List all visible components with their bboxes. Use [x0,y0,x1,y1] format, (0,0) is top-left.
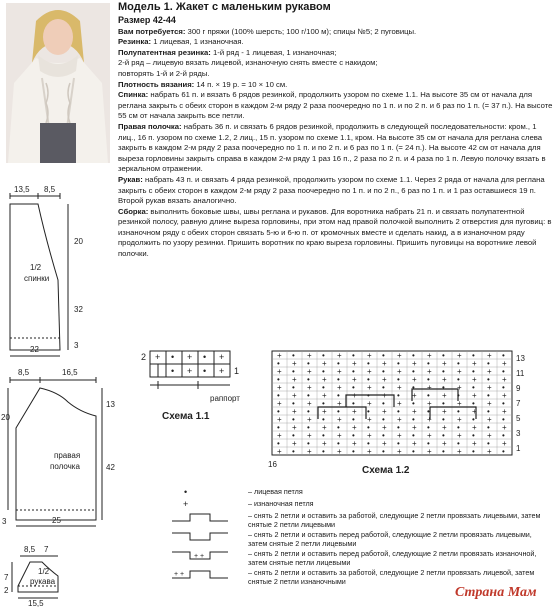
svg-text:+: + [352,359,357,368]
svg-text:•: • [457,359,460,368]
svg-text:•: • [442,415,445,424]
svg-text:•: • [442,367,445,376]
svg-text:+: + [487,415,492,424]
svg-text:•: • [427,359,430,368]
svg-text:•: • [502,447,505,456]
back-label-2: спинки [24,274,50,283]
legend-item: • – лицевая петля [170,487,550,498]
svg-text:+: + [292,423,297,432]
svg-text:•: • [292,351,295,360]
schema12-row-13: 13 [516,354,525,363]
legend-item: + + – снять 2 петли и оставить перед работой, следующие 2 петли провязать изнаночной, затем снятые петли лицевыми [170,549,550,567]
svg-text:•: • [337,359,340,368]
front-instructions: Правая полочка: набрать 36 п. и связать 6 рядов резинкой, продолжить в следующей последовательности: кром., 1 лиц., 16 п. узором по схеме 1.2, 2 лиц., 15 п. узором по схеме 1.1, кром. На высоте 35 см от начала для реглана слева закрыть в каждом 2-м ряду 2 раза поочередно по 1 п. и по 2 п. и 6 раз по 1 п. (= 24 п.). На высоте 42 см от начала для выреза горловины закрыть справа в каждом 2-м ряду 1 раз 16 п., 2 раза по 2 п. и 4 раза по 1 п. Левую полочку вязать в зеркальном отражении. [118,121,546,174]
svg-text:•: • [322,367,325,376]
svg-text:•: • [427,439,430,448]
svg-text:+: + [322,439,327,448]
page-title: Модель 1. Жакет с маленьким рукавом [118,1,331,13]
svg-text:+: + [427,383,432,392]
svg-text:+: + [367,447,372,456]
svg-text:+: + [382,391,387,400]
svg-text:+: + [487,431,492,440]
svg-text:•: • [487,423,490,432]
schema12-row-3: 3 [516,429,521,438]
svg-text:•: • [277,439,280,448]
svg-text:+: + [457,383,462,392]
svg-text:•: • [292,447,295,456]
back-top-left-dim: 13,5 [14,185,30,194]
svg-text:•: • [307,375,310,384]
svg-text:+: + [219,366,225,376]
svg-text:•: • [382,431,385,440]
rib-stitch: Резинка: 1 лицевая, 1 изнаночная. [118,37,244,47]
svg-text:•: • [307,391,310,400]
svg-text:•: • [277,391,280,400]
svg-text:+: + [292,407,297,416]
svg-text:+: + [337,351,342,360]
svg-text:+: + [412,423,417,432]
svg-text:+: + [307,351,312,360]
svg-text:•: • [277,407,280,416]
front-height-bottom: 3 [2,517,7,526]
svg-text:+: + [487,399,492,408]
svg-text:•: • [472,415,475,424]
svg-text:•: • [397,407,400,416]
back-top-right-dim: 8,5 [44,185,56,194]
schema12-row-5: 5 [516,414,521,423]
svg-text:•: • [472,399,475,408]
svg-text:•: • [367,407,370,416]
svg-text:+: + [487,383,492,392]
svg-text:+: + [352,375,357,384]
svg-text:+: + [352,423,357,432]
svg-text:+: + [427,447,432,456]
front-label-2: полочка [50,462,80,471]
svg-text:+: + [155,352,161,362]
svg-text:+: + [457,415,462,424]
front-height-left: 20 [1,413,10,422]
svg-text:+: + [322,375,327,384]
svg-text:+: + [382,375,387,384]
svg-text:+: + [457,447,462,456]
svg-text:+: + [412,407,417,416]
svg-text:+: + [337,447,342,456]
svg-text:+: + [307,431,312,440]
svg-text:+: + [442,439,447,448]
svg-text:+ +: + + [174,571,185,578]
svg-text:•: • [502,415,505,424]
svg-text:•: • [397,359,400,368]
svg-text:•: • [322,447,325,456]
svg-text:+: + [457,367,462,376]
legend-symbol-cable-back-purl [170,568,248,582]
svg-text:+: + [397,351,402,360]
legend [170,487,550,587]
svg-text:+: + [352,439,357,448]
svg-text:+: + [412,375,417,384]
svg-text:•: • [337,439,340,448]
svg-text:•: • [322,431,325,440]
svg-text:•: • [442,431,445,440]
svg-text:•: • [457,423,460,432]
gauge: Плотность вязания: 14 п. × 19 р. = 10 × 10 см. [118,79,288,89]
svg-text:+: + [367,399,372,408]
assembly-instructions: Сборка: выполнить боковые швы, швы реглана и рукавов. Для воротника набрать 21 п. и связать полупатентной резинкой полосу, равную длине выреза горловины, при этом над правой полочкой выполнить 2 отверстия для пуговиц: в изнаночном ряду с обеих сторон связать 5-ю и 6-ю п. от кромочных вместе и сделать накид, а в изнаночном ряду продолжить по узору резинки. Пришить воротник по краю выреза горловины. Пришить пуговицы на воротнике левой полочки. [118,206,552,259]
svg-text:•: • [472,447,475,456]
svg-text:•: • [322,351,325,360]
svg-text:•: • [292,367,295,376]
sleeve-top-right-dim: 7 [44,545,49,554]
front-height-right: 42 [106,463,115,472]
svg-text:+: + [307,415,312,424]
front-height-right-top: 13 [106,400,115,409]
legend-item: – снять 2 петли и оставить за работой, следующие 2 петли провязать лицевыми, затем снятые 2 петли лицевыми [170,511,550,529]
svg-text:+: + [412,391,417,400]
svg-text:+: + [382,439,387,448]
svg-text:•: • [397,391,400,400]
half-rib-repeat: повторять 1-й и 2-й ряды. [118,68,210,78]
svg-text:•: • [427,407,430,416]
svg-text:+: + [397,431,402,440]
svg-text:•: • [427,391,430,400]
svg-text:+: + [292,375,297,384]
legend-item: – снять 2 петли и оставить перед работой, следующие 2 петли провязать лицевыми, затем снятые 2 петли лицевыми [170,530,550,548]
svg-text:•: • [427,375,430,384]
svg-text:•: • [382,367,385,376]
front-top-left-dim: 8,5 [18,368,30,377]
svg-text:•: • [307,407,310,416]
svg-text:•: • [382,383,385,392]
svg-text:+: + [307,383,312,392]
svg-text:+: + [442,391,447,400]
svg-text:•: • [382,399,385,408]
half-rib-stitch: Полупатентная резинка: 1-й ряд - 1 лицевая, 1 изнаночная; [118,47,337,57]
svg-text:•: • [472,351,475,360]
svg-text:+: + [397,383,402,392]
svg-text:•: • [442,351,445,360]
svg-text:+: + [397,399,402,408]
legend-symbol-knit [170,487,248,498]
model-photo-illustration [6,3,110,163]
svg-text:•: • [457,439,460,448]
svg-text:+: + [382,407,387,416]
half-rib-row2: 2-й ряд – лицевую вязать лицевой, изнаночную снять вместе с накидом; [118,58,378,68]
svg-text:•: • [292,383,295,392]
svg-text:+: + [322,359,327,368]
svg-text:+: + [472,439,477,448]
svg-text:•: • [442,383,445,392]
svg-text:+: + [502,439,507,448]
svg-text:+: + [487,367,492,376]
instructions-text [118,1,554,260]
back-pattern [10,185,83,356]
front-width: 25 [52,516,61,525]
svg-text:•: • [427,423,430,432]
svg-text:+: + [219,352,225,362]
schema12-left-number: 16 [268,460,277,469]
schema12-title: Схема 1.2 [362,465,410,476]
svg-text:•: • [203,366,207,376]
svg-text:•: • [337,423,340,432]
svg-text:•: • [487,407,490,416]
legend-symbol-cable-front-purl [170,549,248,563]
materials: Вам потребуется: 300 г пряжи (100% шерсть; 100 г/100 м); спицы №5; 2 пуговицы. [118,26,417,36]
svg-text:+: + [457,431,462,440]
svg-text:•: • [307,423,310,432]
svg-text:+: + [292,439,297,448]
svg-text:•: • [292,431,295,440]
svg-text:+: + [183,499,189,508]
svg-text:•: • [382,415,385,424]
svg-text:•: • [367,375,370,384]
svg-text:•: • [502,399,505,408]
schema11-row-1: 1 [234,366,240,376]
svg-text:+: + [412,439,417,448]
legend-item: + + – снять 2 петли и оставить за работой, следующие 2 петли провязать лицевой, затем снятые 2 петли изнаночными [170,568,550,586]
svg-text:•: • [322,399,325,408]
svg-text:+: + [502,391,507,400]
svg-text:+: + [502,423,507,432]
svg-text:•: • [412,415,415,424]
svg-text:+: + [442,375,447,384]
back-width: 22 [30,345,39,354]
svg-text:•: • [382,447,385,456]
svg-text:+: + [367,415,372,424]
svg-text:•: • [457,375,460,384]
svg-text:•: • [502,351,505,360]
svg-text:+: + [442,423,447,432]
sleeve-label-2: рукава [30,577,56,586]
svg-text:+: + [322,391,327,400]
svg-text:+: + [412,359,417,368]
svg-text:+: + [442,359,447,368]
sleeve-height-left: 7 [4,573,9,582]
svg-text:•: • [307,439,310,448]
svg-text:•: • [292,399,295,408]
svg-text:+: + [277,367,282,376]
svg-text:•: • [307,359,310,368]
svg-text:+: + [292,391,297,400]
front-pattern [1,368,115,526]
svg-text:+: + [307,367,312,376]
svg-text:•: • [502,383,505,392]
svg-text:+: + [427,415,432,424]
svg-text:+: + [472,423,477,432]
svg-text:+: + [277,383,282,392]
svg-text:+: + [397,415,402,424]
svg-text:•: • [203,352,207,362]
schema12-row-1: 1 [516,444,521,453]
svg-text:•: • [277,423,280,432]
svg-text:•: • [442,399,445,408]
schema12-row-7: 7 [516,399,521,408]
svg-text:+: + [367,383,372,392]
schema11-title: Схема 1.1 [162,411,210,422]
svg-text:•: • [277,375,280,384]
back-instructions: Спинка: набрать 61 п. и вязать 6 рядов резинкой, продолжить узором по схеме 1.1. На высоте 35 см от начала для реглана закрыть с обеих сторон в каждом 2-м ряду 2 раза поочередно по 1 п. и по 2 п. и 6 раз по 1 п. (= 37 п.). На высоте 55 см от начала закрыть все петли. [118,90,553,121]
svg-text:+: + [337,399,342,408]
svg-text:+: + [502,375,507,384]
svg-text:•: • [171,352,175,362]
svg-text:•: • [367,391,370,400]
svg-text:+: + [367,351,372,360]
svg-text:•: • [367,359,370,368]
svg-text:+: + [427,351,432,360]
svg-text:•: • [382,351,385,360]
svg-text:+: + [382,423,387,432]
svg-text:•: • [412,431,415,440]
svg-text:•: • [412,367,415,376]
svg-text:+: + [307,447,312,456]
svg-text:+: + [352,391,357,400]
svg-text:•: • [337,391,340,400]
svg-text:•: • [412,399,415,408]
schema11-row-2: 2 [141,352,147,362]
svg-text:+: + [367,367,372,376]
schema11-rapport: раппорт [210,394,240,403]
svg-text:+ +: + + [194,553,205,560]
svg-text:•: • [337,407,340,416]
svg-text:+: + [472,359,477,368]
svg-text:•: • [502,431,505,440]
svg-text:+: + [442,407,447,416]
back-height-top: 20 [74,237,83,246]
back-height-bottom: 3 [74,341,79,350]
svg-text:+: + [457,351,462,360]
sleeve-instructions: Рукав: набрать 43 п. и связать 4 ряда резинкой, продолжить узором по схеме 1.1. Через 2 ряда от начала для реглана закрыть с обеих сторон в каждом 2-м ряду 2 раза поочередно по 1 п. и по 2 п., 6 раз по 1 п. и 1 раз оставшиеся 19 п. Второй рукав вязать аналогично. [118,174,545,206]
svg-text:•: • [487,439,490,448]
schema12-row-11: 11 [516,369,525,378]
svg-text:+: + [472,375,477,384]
svg-text:•: • [502,367,505,376]
svg-text:•: • [352,367,355,376]
sleeve-width: 15,5 [28,599,44,608]
svg-text:•: • [352,351,355,360]
svg-text:•: • [397,423,400,432]
legend-symbol-purl [170,499,248,510]
svg-text:•: • [352,383,355,392]
watermark: Страна Мам [455,585,537,600]
svg-text:+: + [337,431,342,440]
svg-text:•: • [487,375,490,384]
svg-text:•: • [322,383,325,392]
svg-text:+: + [457,399,462,408]
svg-text:+: + [397,367,402,376]
back-label-1: 1/2 [30,263,42,272]
svg-text:•: • [487,359,490,368]
svg-text:+: + [487,447,492,456]
svg-text:+: + [367,431,372,440]
svg-text:+: + [472,391,477,400]
svg-text:•: • [472,383,475,392]
svg-text:+: + [427,367,432,376]
svg-text:•: • [352,399,355,408]
svg-text:•: • [171,366,175,376]
svg-text:•: • [472,431,475,440]
sleeve-height-bottom: 2 [4,586,9,595]
svg-text:•: • [367,423,370,432]
legend-symbol-cable-front [170,530,248,544]
svg-text:+: + [502,359,507,368]
back-height-mid: 32 [74,305,83,314]
svg-text:+: + [337,415,342,424]
svg-text:•: • [292,415,295,424]
legend-item: + – изнаночная петля [170,499,550,510]
svg-text:+: + [382,359,387,368]
svg-text:+: + [472,407,477,416]
svg-text:+: + [397,447,402,456]
svg-text:+: + [352,407,357,416]
svg-text:+: + [277,415,282,424]
sleeve-pattern [4,545,58,608]
sleeve-label-1: 1/2 [38,567,50,576]
svg-text:+: + [487,351,492,360]
svg-text:+: + [292,359,297,368]
svg-text:+: + [307,399,312,408]
svg-text:+: + [187,366,193,376]
svg-text:+: + [337,383,342,392]
svg-text:•: • [442,447,445,456]
svg-text:•: • [352,447,355,456]
svg-text:+: + [277,447,282,456]
svg-text:•: • [487,391,490,400]
svg-text:•: • [412,447,415,456]
svg-text:+: + [277,399,282,408]
svg-text:•: • [457,407,460,416]
svg-text:•: • [322,415,325,424]
svg-text:+: + [187,352,193,362]
svg-text:•: • [352,431,355,440]
svg-text:+: + [337,367,342,376]
svg-text:•: • [472,367,475,376]
front-top-right-dim: 16,5 [62,368,78,377]
svg-text:+: + [427,431,432,440]
schema-1-2 [262,345,552,480]
svg-text:+: + [322,407,327,416]
model-photo [6,3,110,163]
front-label-1: правая [54,451,81,460]
svg-text:+: + [427,399,432,408]
svg-text:+: + [502,407,507,416]
svg-text:+: + [277,431,282,440]
sleeve-top-left-dim: 8,5 [24,545,36,554]
svg-text:•: • [397,439,400,448]
svg-text:•: • [367,439,370,448]
legend-symbol-cable-back [170,511,248,525]
schema-1-1 [138,345,248,425]
svg-text:•: • [352,415,355,424]
svg-text:•: • [412,383,415,392]
svg-text:•: • [337,375,340,384]
svg-text:•: • [412,351,415,360]
svg-text:+: + [322,423,327,432]
svg-text:•: • [457,391,460,400]
svg-text:•: • [184,487,188,496]
size: Размер 42-44 [118,15,176,25]
svg-text:•: • [397,375,400,384]
schema12-row-9: 9 [516,384,521,393]
svg-text:•: • [277,359,280,368]
svg-text:+: + [277,351,282,360]
